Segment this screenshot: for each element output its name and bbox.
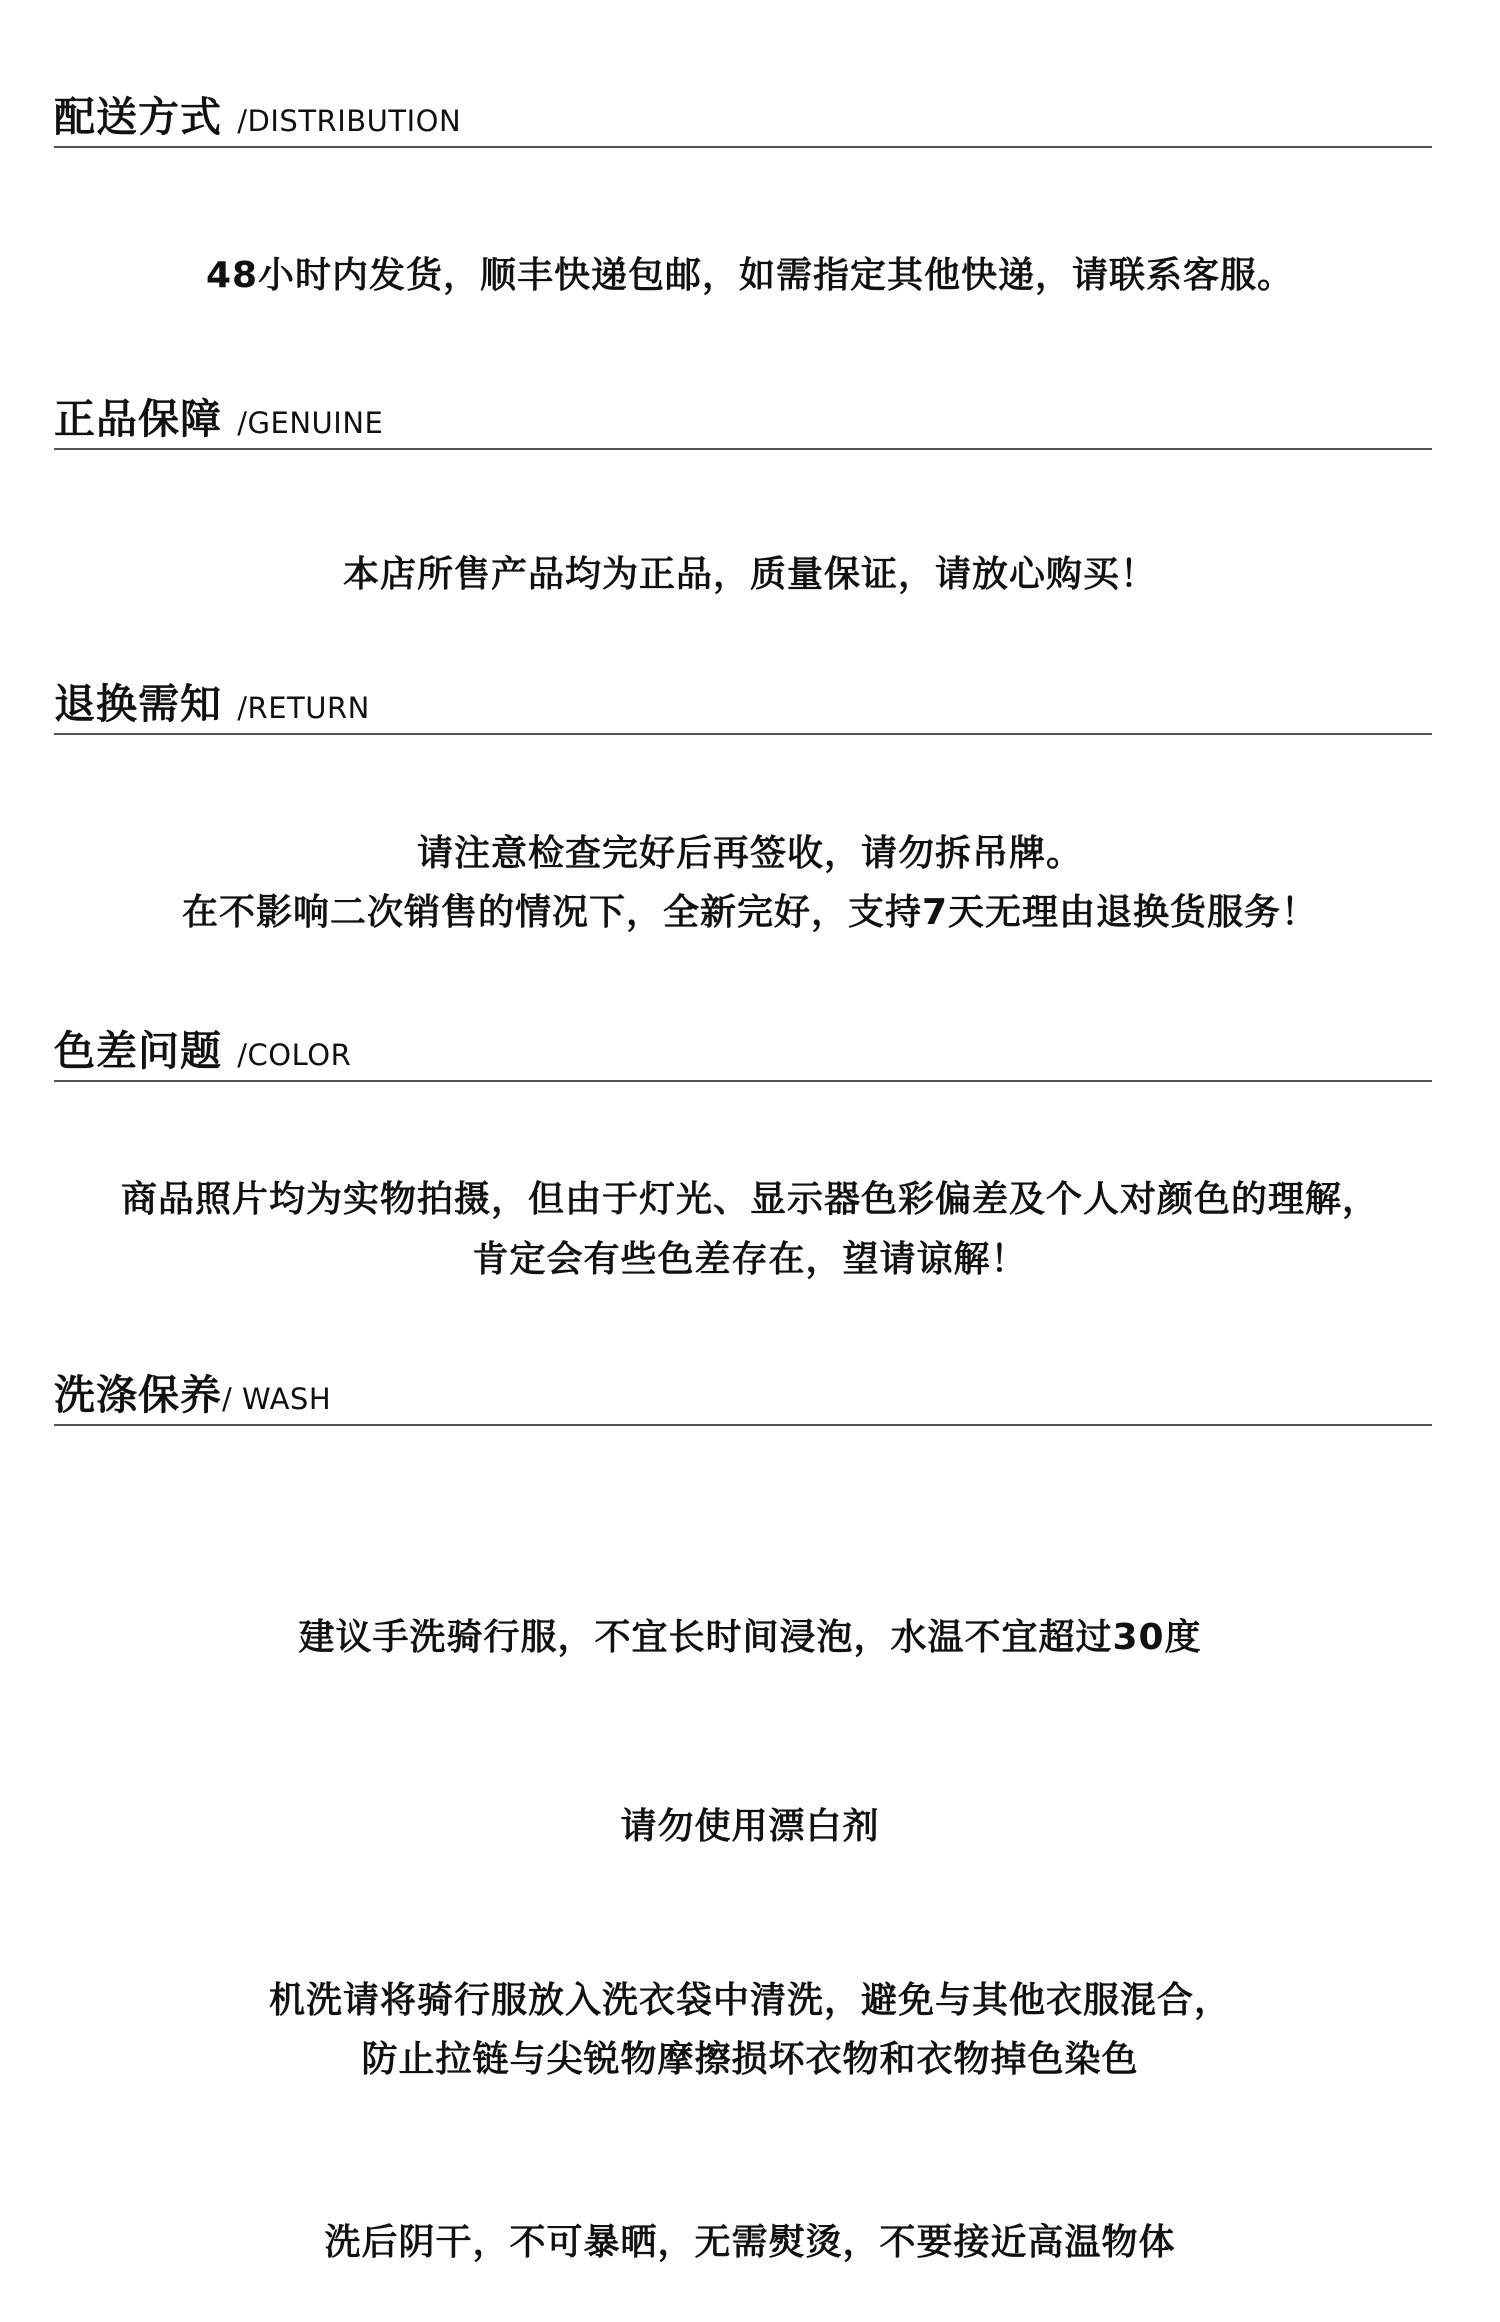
color-text-line-1: 商品照片均为实物拍摄，但由于灯光、显示器色彩偏差及个人对颜色的理解， bbox=[120, 1179, 1379, 1220]
section-title-en: /DISTRIBUTION bbox=[237, 104, 462, 138]
section-header-return bbox=[54, 675, 1432, 735]
wash-text-line-1: 建议手洗骑行服，不宜长时间浸泡，水温不宜超过30度 bbox=[298, 1617, 1202, 1658]
return-text-line-2: 在不影响二次销售的情况下，全新完好，支持7天无理由退换货服务！ bbox=[181, 892, 1319, 933]
section-title-zh: 正品保障 bbox=[54, 395, 238, 443]
section-title-genuine bbox=[54, 395, 384, 443]
genuine-text: 本店所售产品均为正品，质量保证，请放心购买！ bbox=[342, 554, 1157, 595]
section-title-en: /GENUINE bbox=[237, 406, 384, 440]
section-title-en: / WASH bbox=[222, 1382, 332, 1416]
wash-text-line-3: 机洗请将骑行服放入洗衣袋中清洗，避免与其他衣服混合， bbox=[268, 1980, 1231, 2021]
section-title-distribution bbox=[54, 93, 462, 141]
section-header-color bbox=[54, 1022, 1432, 1082]
section-header-wash bbox=[54, 1366, 1432, 1426]
section-title-return bbox=[54, 680, 370, 728]
return-text-line-1: 请注意检查完好后再签收，请勿拆吊牌。 bbox=[416, 833, 1083, 874]
section-title-wash bbox=[54, 1371, 332, 1419]
section-title-en: /COLOR bbox=[237, 1038, 352, 1072]
section-title-zh: 洗涤保养 bbox=[54, 1371, 222, 1419]
section-title-zh: 退换需知 bbox=[54, 680, 238, 728]
section-title-en: /RETURN bbox=[237, 691, 370, 725]
section-title-color bbox=[54, 1027, 352, 1075]
wash-text-line-5: 洗后阴干，不可暴晒，无需熨烫，不要接近高温物体 bbox=[324, 2222, 1176, 2263]
distribution-text: 48小时内发货，顺丰快递包邮，如需指定其他快递，请联系客服。 bbox=[205, 255, 1295, 296]
section-header-distribution bbox=[54, 88, 1432, 148]
wash-text-line-2: 请勿使用漂白剂 bbox=[620, 1806, 880, 1847]
section-header-genuine bbox=[54, 390, 1432, 450]
wash-text-line-4: 防止拉链与尖锐物摩擦损坏衣物和衣物掉色染色 bbox=[361, 2039, 1139, 2080]
section-title-zh: 色差问题 bbox=[54, 1027, 238, 1075]
color-text-line-2: 肯定会有些色差存在，望请谅解！ bbox=[472, 1239, 1028, 1280]
section-title-zh: 配送方式 bbox=[54, 93, 238, 141]
